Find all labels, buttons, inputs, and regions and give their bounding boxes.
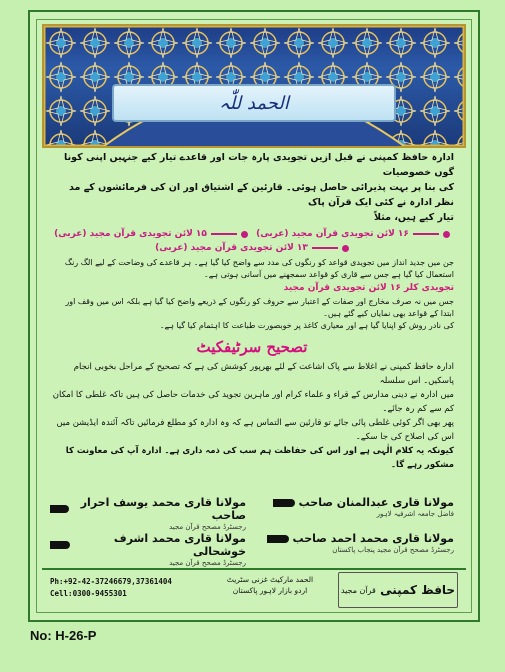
certificate-title: تصحیح سرٹیفکیٹ [196,338,308,356]
description-paragraph: جن میں جدید انداز میں تجویدی قواعد کو رنگوں کی مدد سے واضح کیا گیا ہے۔ ہر قاعدے کی وضاحت کے لیے الگ رنگ استعمال کیا گیا ہے جس سے قاری کو قواعد سمجھنے میں آسانی ہوتی ہے۔ [64,258,454,279]
content-body [50,150,454,472]
bullet-icon [342,245,349,252]
certificate-paragraph: ادارہ حافظ کمپنی نے اغلاط سے پاک اشاعت کے لئے بھرپور کوشش کی ہے کہ تصحیح کے مراحل بخوبی انجام پاسکیں۔ اس سلسلہ [73,362,454,386]
edition-list [50,243,454,253]
signatory: مولانا قاری محمد اشرف خوشحالی رجسٹرڈ مصحح قرآن مجید [50,532,246,562]
bullet-icon [241,231,248,238]
certificate-paragraph: میں ادارہ نے دینی مدارس کے قراء و علماء کرام اور ماہرین تجوید کی خدمات حاصل کی ہیں تاکہ غلطی کا امکان کم سے کم رہ جائے۔ [52,390,454,414]
bullet-bar [211,233,237,235]
cell-number: Cell:0300-9455301 [50,589,127,598]
intro-line: تیار کیے ہیں، مثلاً [374,212,454,223]
certificate-paragraph: کیونکہ یہ کلام الٰہی ہے اور اس کی حفاظت ہم سب کی ذمہ داری ہے۔ ادارہ آپ کی معاونت کا مشکور رہے گا۔ [65,446,454,470]
description-paragraph: جس میں نہ صرف مخارج اور صفات کے اعتبار سے حروف کو رنگوں کے ذریعے واضح کیا گیا ہے بلکہ اس میں وقف اور ابتدا کے قواعد بھی نمایاں کیے گئے ہیں۔ [65,297,454,318]
publisher-logo: حافظ کمپنی قرآن مجید [338,572,458,608]
intro-line: کی بنا پر بہت پذیرائی حاصل ہوئی۔ قارئین کے اشتیاق اور ان کی فرمائشوں کے مد نظر ادارہ نے کئی ایک قرآن پاک [69,182,454,208]
title-plate [112,84,396,122]
bullet-bar [312,247,338,249]
signatory: مولانا قاری عبدالمنان صاحب فاضل جامعہ اشرفیہ لاہور [258,496,454,526]
edition-item: ۱۵ لائن تجویدی قرآن مجید (عربی) [54,229,248,239]
phone-number: Ph:+92-42-37246679,37361404 [50,577,172,586]
certificate-paragraph: پھر بھی اگر کوئی غلطی پائی جائے تو قارئین سے التماس ہے کہ وہ ادارہ کو مطلع فرمائیں تاکہ آئندہ ایڈیشن میں اس کی اصلاح کی جا سکے۔ [56,418,454,442]
page-title: الحمد للّٰہ [219,92,289,114]
document-number: No: H-26-P [30,628,97,643]
bullet-icon [443,231,450,238]
description-paragraph: کی نادر روش کو اپنایا گیا ہے اور معیاری کاغذ پر خوبصورت طباعت کا اہتمام کیا گیا ہے۔ [159,321,454,330]
intro-line: ادارہ حافظ کمپنی نے قبل ازیں تجویدی پارہ جات اور قاعدے تیار کیے جنہیں اپنی کونا گوں خصوصیات [64,152,454,178]
contact-info [50,576,172,600]
signature-mark [267,535,289,543]
footer [42,568,466,610]
edition-list [50,229,454,239]
signatory: مولانا قاری محمد یوسف احرار صاحب رجسٹرڈ مصحح قرآن مجید [50,496,246,526]
edition-item: ۱۶ لائن تجویدی قرآن مجید (عربی) [256,229,450,239]
edition-item: ۱۳ لائن تجویدی قرآن مجید (عربی) [155,243,349,253]
signatories [50,496,454,566]
signature-mark [273,499,295,507]
description-heading: تجویدی کلر ۱۶ لائن تجویدی قرآن مجید [283,283,454,293]
bullet-bar [413,233,439,235]
address: الحمد مارکیٹ غزنی سٹریٹ اردو بازار لاہور پاکستان [226,575,314,595]
signature-mark [50,541,70,549]
signatory: مولانا قاری محمد احمد صاحب رجسٹرڈ مصحح قرآن مجید پنجاب پاکستان [258,532,454,562]
signature-mark [50,505,69,513]
